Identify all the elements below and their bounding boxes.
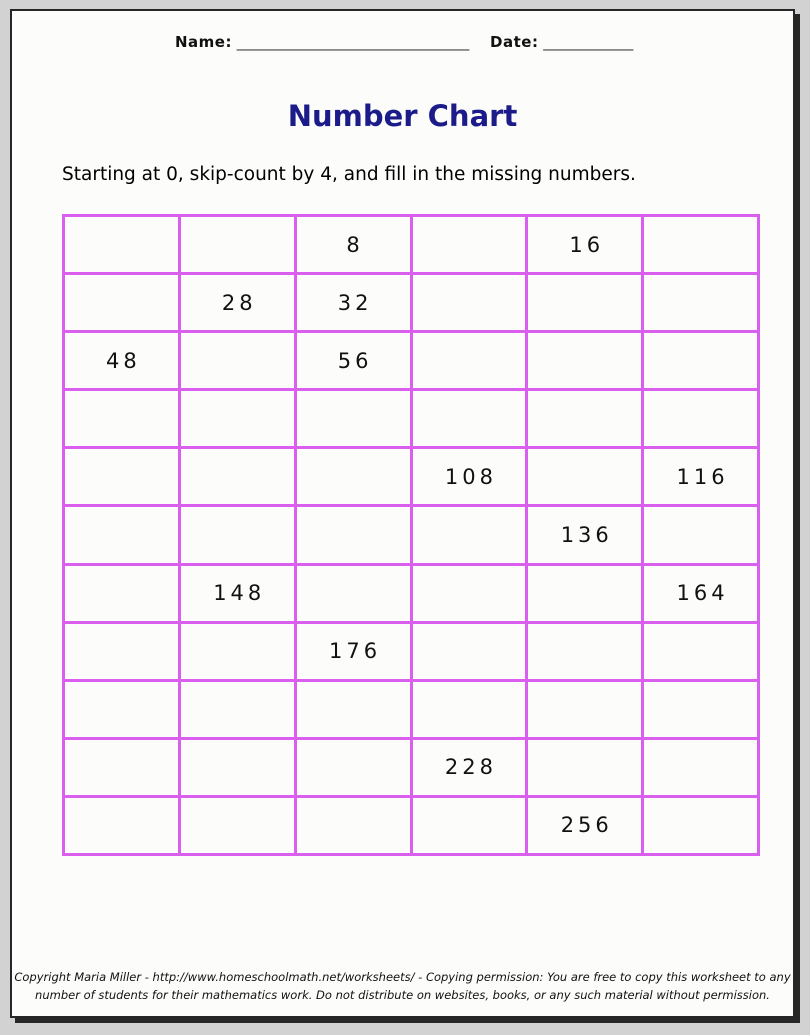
grid-cell-blank [528, 391, 641, 446]
grid-cell-filled: 56 [297, 333, 410, 388]
grid-cell-blank [181, 217, 294, 272]
grid-cell-blank [181, 507, 294, 562]
grid-cell-blank [644, 217, 757, 272]
grid-cell-blank [65, 624, 178, 679]
grid-cell-blank [65, 507, 178, 562]
grid-cell-filled: 228 [413, 740, 526, 795]
grid-cell-blank [528, 333, 641, 388]
grid-cell-blank [413, 275, 526, 330]
grid-cell-blank [297, 566, 410, 621]
grid-cell-blank [65, 740, 178, 795]
instruction-text: Starting at 0, skip-count by 4, and fill in the missing numbers. [62, 164, 636, 185]
grid-cell-blank [65, 275, 178, 330]
grid-cell-blank [65, 217, 178, 272]
grid-cell-blank [644, 507, 757, 562]
grid-cell-filled: 48 [65, 333, 178, 388]
grid-cell-blank [413, 391, 526, 446]
grid-cell-blank [528, 275, 641, 330]
name-date-header [175, 33, 633, 51]
grid-cell-blank [181, 391, 294, 446]
grid-cell-blank [181, 740, 294, 795]
grid-cell-blank [297, 507, 410, 562]
grid-cell-filled: 136 [528, 507, 641, 562]
grid-cell-blank [413, 566, 526, 621]
grid-cell-blank [181, 333, 294, 388]
grid-cell-filled: 256 [528, 798, 641, 853]
grid-cell-blank [65, 798, 178, 853]
grid-cell-blank [65, 566, 178, 621]
grid-cell-blank [181, 449, 294, 504]
grid-cell-blank [65, 391, 178, 446]
copyright-footer [12, 968, 793, 1004]
grid-cell-blank [181, 798, 294, 853]
grid-cell-blank [528, 566, 641, 621]
grid-cell-blank [413, 682, 526, 737]
grid-cell-blank [65, 682, 178, 737]
grid-cell-blank [413, 798, 526, 853]
grid-cell-filled: 16 [528, 217, 641, 272]
grid-cell-filled: 32 [297, 275, 410, 330]
name-label: Name: [175, 33, 232, 51]
grid-cell-blank [644, 275, 757, 330]
grid-cell-blank [181, 682, 294, 737]
grid-cell-filled: 176 [297, 624, 410, 679]
grid-cell-blank [65, 449, 178, 504]
grid-cell-blank [644, 333, 757, 388]
grid-cell-filled: 8 [297, 217, 410, 272]
grid-cell-blank [297, 798, 410, 853]
name-blank-line: _______________________________ [236, 33, 470, 51]
worksheet-page [10, 9, 795, 1018]
page-title: Number Chart [287, 99, 518, 133]
date-label: Date: [490, 33, 539, 51]
grid-cell-blank [181, 624, 294, 679]
grid-cell-blank [528, 682, 641, 737]
grid-cell-blank [297, 682, 410, 737]
grid-cell-blank [413, 507, 526, 562]
date-blank-line: ____________ [543, 33, 634, 51]
grid-cell-blank [644, 391, 757, 446]
grid-cell-blank [297, 449, 410, 504]
grid-cell-blank [413, 333, 526, 388]
grid-cell-blank [528, 449, 641, 504]
grid-cell-blank [644, 624, 757, 679]
number-grid [62, 214, 760, 856]
grid-cell-blank [528, 624, 641, 679]
grid-cell-blank [413, 217, 526, 272]
grid-cell-blank [644, 682, 757, 737]
grid-cell-filled: 108 [413, 449, 526, 504]
grid-cell-filled: 164 [644, 566, 757, 621]
grid-cell-blank [528, 740, 641, 795]
copyright-line-2: number of students for their mathematics work. Do not distribute on websites, books, or any such material without permission. [35, 988, 770, 1002]
grid-cell-filled: 148 [181, 566, 294, 621]
copyright-line-1: Copyright Maria Miller - http://www.homeschoolmath.net/worksheets/ - Copying permission: You are free to copy this worksheet to any [14, 970, 791, 984]
grid-cell-filled: 116 [644, 449, 757, 504]
grid-cell-blank [413, 624, 526, 679]
grid-cell-blank [297, 391, 410, 446]
grid-cell-blank [644, 740, 757, 795]
grid-cell-blank [644, 798, 757, 853]
grid-cell-blank [297, 740, 410, 795]
grid-cell-filled: 28 [181, 275, 294, 330]
